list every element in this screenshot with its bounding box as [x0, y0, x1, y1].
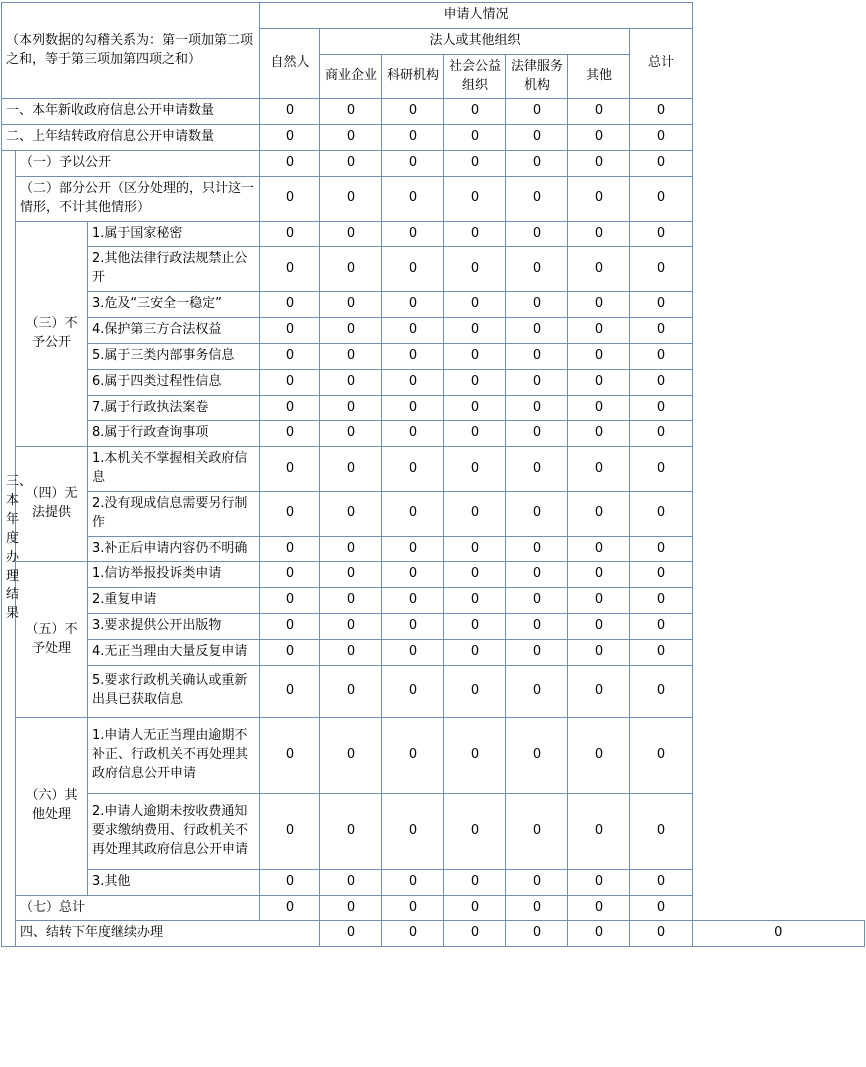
cell-value: 0 — [444, 869, 506, 895]
cell-value: 0 — [382, 343, 444, 369]
cell-value: 0 — [320, 421, 382, 447]
cell-value: 0 — [506, 292, 568, 318]
row-label: 6.属于四类过程性信息 — [88, 369, 260, 395]
cell-value: 0 — [630, 921, 692, 947]
group-label-not-processed: （五）不予处理 — [16, 562, 88, 717]
cell-value: 0 — [382, 639, 444, 665]
row-label: 2.其他法律行政法规禁止公开 — [88, 247, 260, 292]
cell-value: 0 — [382, 369, 444, 395]
row-label: 二、上年结转政府信息公开申请数量 — [2, 125, 260, 151]
cell-value: 0 — [444, 221, 506, 247]
group-label-other-handling: （六）其他处理 — [16, 717, 88, 895]
cell-value: 0 — [320, 639, 382, 665]
gov-info-disclosure-table — [1, 2, 865, 947]
table-row — [2, 395, 865, 421]
cell-value: 0 — [506, 639, 568, 665]
cell-value: 0 — [260, 395, 320, 421]
cell-value: 0 — [506, 221, 568, 247]
cell-value: 0 — [444, 395, 506, 421]
cell-value: 0 — [630, 793, 692, 869]
header-col-public-welfare: 社会公益组织 — [444, 54, 506, 99]
cell-value: 0 — [320, 176, 382, 221]
cell-value: 0 — [320, 221, 382, 247]
row-label: 8.属于行政查询事项 — [88, 421, 260, 447]
row-label: （一）予以公开 — [16, 151, 260, 177]
cell-value: 0 — [260, 536, 320, 562]
cell-value: 0 — [630, 717, 692, 793]
header-row-1 — [2, 3, 865, 29]
cell-value: 0 — [382, 869, 444, 895]
cell-value: 0 — [506, 247, 568, 292]
cell-value: 0 — [260, 369, 320, 395]
cell-value: 0 — [506, 921, 568, 947]
table-row — [2, 247, 865, 292]
cell-value: 0 — [630, 562, 692, 588]
cell-value: 0 — [568, 491, 630, 536]
cell-value: 0 — [630, 588, 692, 614]
cell-value: 0 — [320, 99, 382, 125]
cell-value: 0 — [320, 317, 382, 343]
cell-value: 0 — [568, 151, 630, 177]
cell-value: 0 — [568, 421, 630, 447]
cell-value: 0 — [568, 395, 630, 421]
cell-value: 0 — [444, 369, 506, 395]
cell-value: 0 — [382, 536, 444, 562]
cell-value: 0 — [260, 292, 320, 318]
cell-value: 0 — [382, 614, 444, 640]
table-row — [2, 793, 865, 869]
table-row — [2, 421, 865, 447]
cell-value: 0 — [382, 247, 444, 292]
cell-value: 0 — [568, 793, 630, 869]
cell-value: 0 — [568, 717, 630, 793]
cell-value: 0 — [260, 176, 320, 221]
row-label: 4.无正当理由大量反复申请 — [88, 639, 260, 665]
cell-value: 0 — [320, 343, 382, 369]
cell-value: 0 — [506, 343, 568, 369]
cell-value: 0 — [320, 562, 382, 588]
row-label: 四、结转下年度继续办理 — [16, 921, 320, 947]
row-label: 2.没有现成信息需要另行制作 — [88, 491, 260, 536]
cell-value: 0 — [260, 588, 320, 614]
cell-value: 0 — [260, 717, 320, 793]
cell-value: 0 — [260, 125, 320, 151]
row-label: 2.申请人逾期未按收费通知要求缴纳费用、行政机关不再处理其政府信息公开申请 — [88, 793, 260, 869]
cell-value: 0 — [630, 343, 692, 369]
cell-value: 0 — [260, 869, 320, 895]
cell-value: 0 — [382, 717, 444, 793]
cell-value: 0 — [630, 176, 692, 221]
cell-value: 0 — [630, 447, 692, 492]
cell-value: 0 — [506, 151, 568, 177]
cell-value: 0 — [568, 447, 630, 492]
cell-value: 0 — [506, 895, 568, 921]
table-row — [2, 176, 865, 221]
table-row — [2, 369, 865, 395]
cell-value: 0 — [568, 125, 630, 151]
cell-value: 0 — [382, 99, 444, 125]
cell-value: 0 — [506, 869, 568, 895]
cell-value: 0 — [444, 447, 506, 492]
cell-value: 0 — [630, 614, 692, 640]
cell-value: 0 — [382, 895, 444, 921]
row-label: 7.属于行政执法案卷 — [88, 395, 260, 421]
cell-value: 0 — [568, 99, 630, 125]
table-row — [2, 717, 865, 793]
cell-value: 0 — [506, 317, 568, 343]
table-row — [2, 639, 865, 665]
cell-value: 0 — [260, 317, 320, 343]
cell-value: 0 — [444, 536, 506, 562]
cell-value: 0 — [506, 536, 568, 562]
cell-value: 0 — [568, 921, 630, 947]
cell-value: 0 — [320, 869, 382, 895]
header-col-research: 科研机构 — [382, 54, 444, 99]
cell-value: 0 — [382, 447, 444, 492]
row-label: 1.属于国家秘密 — [88, 221, 260, 247]
row-label: 3.其他 — [88, 869, 260, 895]
cell-value: 0 — [568, 343, 630, 369]
cell-value: 0 — [260, 793, 320, 869]
cell-value: 0 — [630, 292, 692, 318]
cell-value: 0 — [382, 151, 444, 177]
header-col-commercial: 商业企业 — [320, 54, 382, 99]
row-label: 5.属于三类内部事务信息 — [88, 343, 260, 369]
cell-value: 0 — [630, 395, 692, 421]
cell-value: 0 — [506, 176, 568, 221]
cell-value: 0 — [630, 639, 692, 665]
cell-value: 0 — [382, 588, 444, 614]
table-row — [2, 317, 865, 343]
row-label: 2.重复申请 — [88, 588, 260, 614]
cell-value: 0 — [320, 895, 382, 921]
cell-value: 0 — [630, 895, 692, 921]
row-label: 一、本年新收政府信息公开申请数量 — [2, 99, 260, 125]
cell-value: 0 — [320, 665, 382, 717]
cell-value: 0 — [444, 125, 506, 151]
cell-value: 0 — [506, 125, 568, 151]
table-row — [2, 151, 865, 177]
cell-value: 0 — [692, 921, 864, 947]
cell-value: 0 — [568, 588, 630, 614]
cell-value: 0 — [382, 395, 444, 421]
cell-value: 0 — [260, 447, 320, 492]
row-label: 3.要求提供公开出版物 — [88, 614, 260, 640]
cell-value: 0 — [568, 369, 630, 395]
header-legal-org: 法人或其他组织 — [320, 28, 630, 54]
table-row — [2, 99, 865, 125]
header-applicant-situation: 申请人情况 — [260, 3, 692, 29]
cell-value: 0 — [444, 151, 506, 177]
row-label: 5.要求行政机关确认或重新出具已获取信息 — [88, 665, 260, 717]
table-row — [2, 221, 865, 247]
cell-value: 0 — [630, 317, 692, 343]
cell-value: 0 — [260, 421, 320, 447]
cell-value: 0 — [382, 292, 444, 318]
cell-value: 0 — [260, 895, 320, 921]
row-label: 1.本机关不掌握相关政府信息 — [88, 447, 260, 492]
cell-value: 0 — [630, 369, 692, 395]
cell-value: 0 — [444, 665, 506, 717]
cell-value: 0 — [260, 151, 320, 177]
cell-value: 0 — [630, 99, 692, 125]
table-row — [2, 588, 865, 614]
cell-value: 0 — [320, 536, 382, 562]
cell-value: 0 — [568, 869, 630, 895]
cell-value: 0 — [568, 639, 630, 665]
cell-value: 0 — [444, 343, 506, 369]
table-row — [2, 491, 865, 536]
cell-value: 0 — [382, 176, 444, 221]
cell-value: 0 — [568, 562, 630, 588]
cell-value: 0 — [320, 717, 382, 793]
cell-value: 0 — [382, 491, 444, 536]
cell-value: 0 — [444, 921, 506, 947]
header-natural-person: 自然人 — [260, 28, 320, 99]
cell-value: 0 — [568, 176, 630, 221]
cell-value: 0 — [320, 447, 382, 492]
cell-value: 0 — [320, 125, 382, 151]
cell-value: 0 — [630, 869, 692, 895]
row-label: （二）部分公开（区分处理的，只计这一情形，不计其他情形） — [16, 176, 260, 221]
row-label: （七）总计 — [16, 895, 260, 921]
cell-value: 0 — [630, 125, 692, 151]
table-row — [2, 562, 865, 588]
cell-value: 0 — [444, 247, 506, 292]
cell-value: 0 — [320, 921, 382, 947]
cell-value: 0 — [444, 292, 506, 318]
cell-value: 0 — [320, 793, 382, 869]
cell-value: 0 — [630, 491, 692, 536]
cell-value: 0 — [444, 562, 506, 588]
cell-value: 0 — [444, 421, 506, 447]
cell-value: 0 — [630, 536, 692, 562]
header-col-other: 其他 — [568, 54, 630, 99]
group-label-unable-provide: （四）无法提供 — [16, 447, 88, 562]
header-total: 总计 — [630, 28, 692, 99]
cell-value: 0 — [444, 99, 506, 125]
cell-value: 0 — [320, 369, 382, 395]
cell-value: 0 — [382, 793, 444, 869]
table-row — [2, 292, 865, 318]
cell-value: 0 — [568, 536, 630, 562]
table-row — [2, 665, 865, 717]
table-row — [2, 895, 865, 921]
table-row — [2, 614, 865, 640]
cell-value: 0 — [568, 221, 630, 247]
cell-value: 0 — [444, 639, 506, 665]
cell-value: 0 — [630, 221, 692, 247]
cell-value: 0 — [320, 491, 382, 536]
cell-value: 0 — [630, 247, 692, 292]
row-label: 1.申请人无正当理由逾期不补正、行政机关不再处理其政府信息公开申请 — [88, 717, 260, 793]
cell-value: 0 — [260, 221, 320, 247]
note-cell: （本列数据的勾稽关系为：第一项加第二项之和，等于第三项加第四项之和） — [2, 3, 260, 99]
cell-value: 0 — [506, 369, 568, 395]
table-row — [2, 869, 865, 895]
table-row — [2, 343, 865, 369]
cell-value: 0 — [260, 614, 320, 640]
cell-value: 0 — [260, 491, 320, 536]
table-row — [2, 536, 865, 562]
cell-value: 0 — [506, 717, 568, 793]
cell-value: 0 — [630, 151, 692, 177]
table-row — [2, 921, 865, 947]
cell-value: 0 — [568, 317, 630, 343]
cell-value: 0 — [568, 247, 630, 292]
cell-value: 0 — [382, 665, 444, 717]
cell-value: 0 — [382, 562, 444, 588]
cell-value: 0 — [444, 317, 506, 343]
cell-value: 0 — [630, 421, 692, 447]
cell-value: 0 — [320, 292, 382, 318]
cell-value: 0 — [260, 639, 320, 665]
cell-value: 0 — [506, 491, 568, 536]
table-row — [2, 447, 865, 492]
cell-value: 0 — [444, 793, 506, 869]
cell-value: 0 — [444, 588, 506, 614]
cell-value: 0 — [320, 247, 382, 292]
cell-value: 0 — [320, 588, 382, 614]
section-label-annual-results: 三、本年度办理结果 — [2, 151, 16, 947]
group-label-not-disclosed: （三）不予公开 — [16, 221, 88, 447]
cell-value: 0 — [506, 562, 568, 588]
cell-value: 0 — [260, 562, 320, 588]
cell-value: 0 — [568, 895, 630, 921]
cell-value: 0 — [382, 921, 444, 947]
cell-value: 0 — [506, 793, 568, 869]
cell-value: 0 — [568, 614, 630, 640]
cell-value: 0 — [506, 421, 568, 447]
cell-value: 0 — [382, 125, 444, 151]
cell-value: 0 — [506, 614, 568, 640]
cell-value: 0 — [506, 395, 568, 421]
cell-value: 0 — [382, 317, 444, 343]
cell-value: 0 — [260, 99, 320, 125]
cell-value: 0 — [382, 221, 444, 247]
cell-value: 0 — [506, 588, 568, 614]
cell-value: 0 — [260, 247, 320, 292]
table-row — [2, 125, 865, 151]
cell-value: 0 — [320, 151, 382, 177]
cell-value: 0 — [506, 447, 568, 492]
row-label: 3.危及“三安全一稳定” — [88, 292, 260, 318]
cell-value: 0 — [320, 614, 382, 640]
cell-value: 0 — [506, 665, 568, 717]
cell-value: 0 — [568, 665, 630, 717]
cell-value: 0 — [260, 343, 320, 369]
header-col-legal-service: 法律服务机构 — [506, 54, 568, 99]
cell-value: 0 — [320, 395, 382, 421]
cell-value: 0 — [444, 614, 506, 640]
report-table-page — [0, 2, 866, 1067]
row-label: 1.信访举报投诉类申请 — [88, 562, 260, 588]
row-label: 3.补正后申请内容仍不明确 — [88, 536, 260, 562]
cell-value: 0 — [630, 665, 692, 717]
cell-value: 0 — [444, 895, 506, 921]
cell-value: 0 — [506, 99, 568, 125]
cell-value: 0 — [444, 176, 506, 221]
cell-value: 0 — [568, 292, 630, 318]
cell-value: 0 — [382, 421, 444, 447]
cell-value: 0 — [444, 491, 506, 536]
row-label: 4.保护第三方合法权益 — [88, 317, 260, 343]
cell-value: 0 — [260, 665, 320, 717]
cell-value: 0 — [444, 717, 506, 793]
